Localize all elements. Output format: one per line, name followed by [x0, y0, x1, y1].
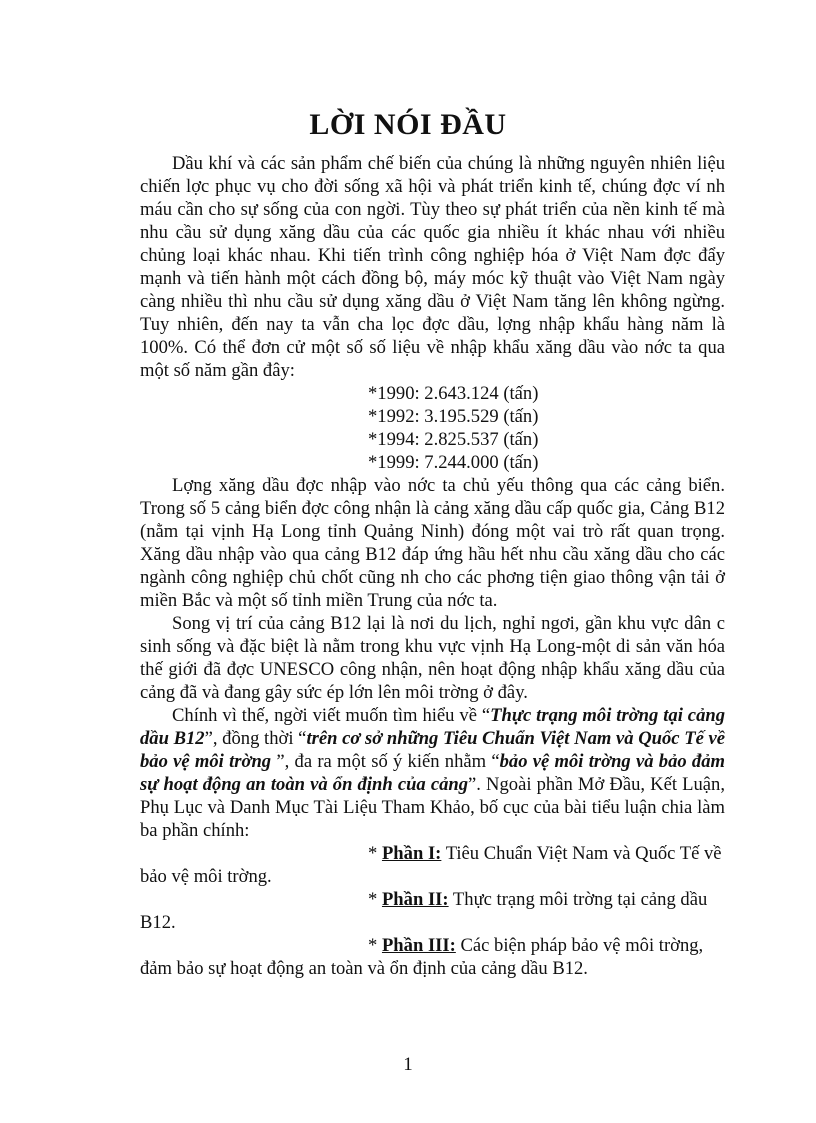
part-title: Tiêu Chuẩn Việt Nam và Quốc Tế về	[445, 843, 722, 864]
page-number: 1	[403, 1054, 413, 1075]
part-title-continued: đảm bảo sự hoạt động an toàn và ổn định của cảng dầu B12.	[140, 958, 588, 979]
part-label: Phần I:	[381, 843, 442, 864]
purpose-emphasis: trên cơ sở những Tiêu Chuẩn Việt Nam và Quốc Tế về bảo vệ môi trờng	[140, 728, 725, 772]
paragraph-intro: Dầu khí và các sản phẩm chế biến của chúng là những nguyên nhiên liệu chiến lợc phục vụ cho đời sống xã hội và phát triển kinh tế, chúng đợc ví nh máu cần cho sự sống của con ngời. Tùy theo sự phát triển của nền kinh tế mà nhu cầu sử dụng xăng dầu của các quốc gia nhiều ít khác nhau với nhiều chủng loại khác nhau. Khi tiến trình công nghiệp hóa ở Việt Nam đợc đẩy mạnh và tiến hành một cách đồng bộ, máy móc kỹ thuật vào Việt Nam ngày càng nhiều thì nhu cầu sử dụng xăng dầu ở Việt Nam tăng lên không ngừng. Tuy nhiên, đến nay ta vẫn cha lọc đợc dầu, lợng nhập khẩu hàng năm là 100%. Có thể đơn cử một số số liệu về nhập khẩu xăng dầu vào nớc ta qua một số năm gần đây:	[140, 153, 725, 381]
purpose-text: Chính vì thế, ngời viết muốn tìm hiểu về “	[172, 705, 491, 726]
paragraph-location: Song vị trí của cảng B12 lại là nơi du lịch, nghỉ ngơi, gần khu vực dân c sinh sống và đặc biệt là nằm trong khu vực vịnh Hạ Long-một di sản văn hóa thế giới đã đợc UNESCO công nhận, nên hoạt động nhập khẩu xăng dầu của cảng đã và đang gây sức ép lớn lên môi trờng ở đây.	[140, 613, 725, 703]
stat-line: *1999: 7.244.000 (tấn)	[368, 452, 539, 473]
part-item	[140, 842, 725, 888]
part-item	[140, 934, 725, 980]
part-title: Các biện pháp bảo vệ môi trờng,	[460, 935, 704, 956]
part-label: Phần II:	[381, 889, 449, 910]
paragraph-purpose	[140, 704, 725, 842]
part-title-continued: bảo vệ môi trờng.	[140, 866, 272, 887]
stat-line: *1992: 3.195.529 (tấn)	[368, 406, 539, 427]
body-text	[140, 152, 725, 980]
part-title: Thực trạng môi trờng tại cảng dầu	[452, 889, 708, 910]
purpose-text: ”, đa ra một số ý kiến nhằm “	[271, 751, 500, 772]
part-lead: * Phần I: Tiêu Chuẩn Việt Nam và Quốc Tế về	[368, 843, 722, 864]
stat-line: *1994: 2.825.537 (tấn)	[368, 429, 539, 450]
purpose-emphasis: bảo vệ môi trờng và bảo đảm sự hoạt động an toàn và ổn định của cảng	[140, 751, 725, 795]
page-title: LỜI NÓI ĐẦU	[309, 108, 507, 141]
part-lead: * Phần III: Các biện pháp bảo vệ môi trờng,	[368, 935, 704, 956]
part-title-continued: B12.	[140, 912, 176, 933]
purpose-text: ”. Ngoài phần Mở Đầu, Kết Luận, Phụ Lục và Danh Mục Tài Liệu Tham Khảo, bố cục của bài tiểu luận chia làm ba phần chính:	[140, 774, 725, 841]
part-item	[140, 888, 725, 934]
part-lead: * Phần II: Thực trạng môi trờng tại cảng dầu	[368, 889, 708, 910]
purpose-text: ”, đồng thời “	[204, 728, 307, 749]
stat-line: *1990: 2.643.124 (tấn)	[368, 383, 539, 404]
part-label: Phần III:	[381, 935, 456, 956]
paragraph-ports: Lợng xăng dầu đợc nhập vào nớc ta chủ yếu thông qua các cảng biển. Trong số 5 cảng biển đợc công nhận là cảng xăng dầu cấp quốc gia, Cảng B12 (nằm tại vịnh Hạ Long tỉnh Quảng Ninh) đóng một vai trò rất quan trọng. Xăng dầu nhập vào qua cảng B12 đáp ứng hầu hết nhu cầu xăng dầu cho các ngành công nghiệp chủ chốt cũng nh cho các phơng tiện giao thông vận tải ở miền Bắc và một số tỉnh miền Trung của nớc ta.	[140, 475, 725, 611]
purpose-emphasis: Thực trạng môi trờng tại cảng dầu B12	[140, 705, 725, 749]
import-stats-list	[140, 382, 725, 474]
